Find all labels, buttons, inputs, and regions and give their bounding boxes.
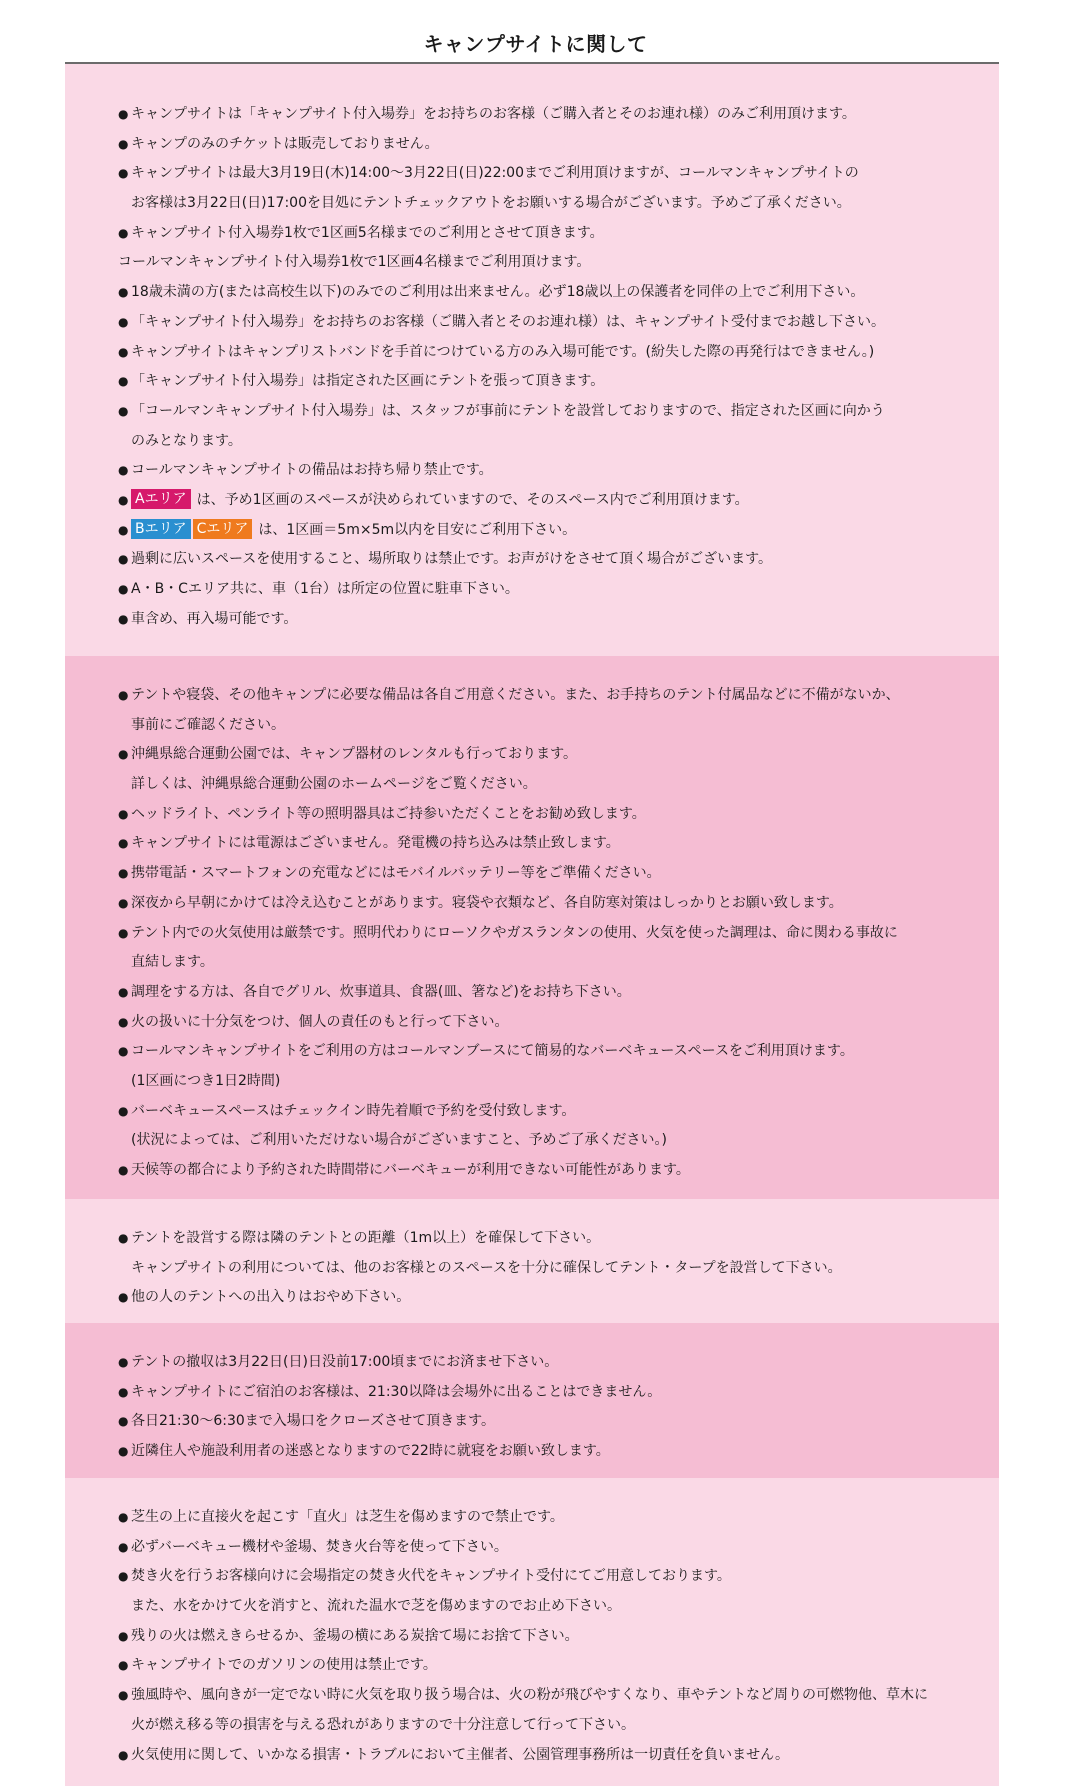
bullet-icon: ● <box>118 1688 129 1703</box>
list-item: ● 他の人のテントへの出入りはおやめ下さい。 <box>65 1283 999 1313</box>
list-item-continuation: 事前にご確認ください。 <box>131 716 285 733</box>
bullet-icon: ● <box>118 136 129 151</box>
bullet-icon: ● <box>118 492 129 507</box>
area-b-badge: Bエリア <box>131 519 191 539</box>
list-item: ● キャンプサイトは最大3月19日(木)14:00〜3月22日(日)22:00までご利用頂けますが、コールマンキャンプサイトの <box>65 159 999 189</box>
list-item: ● 火の扱いに十分気をつけ、個人の責任のもと行って下さい。 <box>65 1008 999 1038</box>
bullet-icon: ● <box>118 1444 129 1459</box>
list-item-continuation: キャンプサイトの利用については、他のお客様とのスペースを十分に確保してテント・タープを設営して下さい。 <box>131 1259 842 1276</box>
bullet-icon: ● <box>118 1658 129 1673</box>
bullet-icon: ● <box>118 1103 129 1118</box>
bullet-icon: ● <box>118 747 129 762</box>
list-item: ● テントを設営する際は隣のテントとの距離（1m以上）を確保して下さい。 <box>65 1224 999 1254</box>
list-item: ● 過剰に広いスペースを使用すること、場所取りは禁止です。お声がけをさせて頂く場合がございます。 <box>65 545 999 575</box>
list-item: ● ヘッドライト、ペンライト等の照明器具はご持参いただくことをお勧め致します。 <box>65 800 999 830</box>
bullet-icon: ● <box>118 895 129 910</box>
list-item: ● コールマンキャンプサイトの備品はお持ち帰り禁止です。 <box>65 456 999 486</box>
bullet-icon: ● <box>118 314 129 329</box>
bullet-icon: ● <box>118 374 129 389</box>
bullet-icon: ● <box>118 285 129 300</box>
bullet-icon: ● <box>118 166 129 181</box>
bullet-icon: ● <box>118 688 129 702</box>
bullet-icon: ● <box>118 611 129 626</box>
list-item: ● 携帯電話・スマートフォンの充電などにはモバイルバッテリー等をご準備ください。 <box>65 859 999 889</box>
list-item: ● 必ずバーベキュー機材や釜場、焚き火台等を使って下さい。 <box>65 1533 999 1563</box>
page-title: キャンプサイトに関して <box>423 32 648 56</box>
list-item-area-a: ● Aエリア は、予め1区画のスペースが決められていますので、そのスペース内でご利用頂けます。 <box>65 486 999 516</box>
list-item-continuation: (状況によっては、ご利用いただけない場合がございますこと、予めご了承ください。) <box>131 1132 667 1149</box>
list-item-continuation: (1区画につき1日2時間) <box>131 1072 281 1089</box>
bullet-icon: ● <box>118 1044 129 1059</box>
list-item: ● 調理をする方は、各自でグリル、炊事道具、食器(皿、箸など)をお持ち下さい。 <box>65 978 999 1008</box>
area-a-badge: Aエリア <box>131 489 191 509</box>
list-item: ● 強風時や、風向きが一定でない時に火気を取り扱う場合は、火の粉が飛びやすくなり、車やテントなど周りの可燃物他、草木に <box>65 1681 999 1711</box>
bullet-icon: ● <box>118 1510 129 1524</box>
list-item-continuation: 火が燃え移る等の損害を与える恐れがありますので十分注意して行って下さい。 <box>131 1716 635 1733</box>
bullet-icon: ● <box>118 522 129 537</box>
list-item-continuation: また、水をかけて火を消すと、流れた温水で芝を傷めますのでお止め下さい。 <box>131 1598 621 1615</box>
bullet-icon: ● <box>118 463 129 478</box>
list-item: ● テントの撤収は3月22日(日)日没前17:00頃までにお済ませ下さい。 <box>65 1348 999 1378</box>
list-item: ● A・B・Cエリア共に、車（1台）は所定の位置に駐車下さい。 <box>65 575 999 605</box>
bullet-icon: ● <box>118 836 129 851</box>
list-item-continuation: 直結します。 <box>131 954 214 971</box>
bullet-icon: ● <box>118 1014 129 1029</box>
list-item: ● キャンプサイトはキャンプリストバンドを手首につけている方のみ入場可能です。(紛失した際の再発行はできません。) <box>65 338 999 368</box>
bullet-icon: ● <box>118 1384 129 1399</box>
bullet-icon: ● <box>118 1231 129 1245</box>
bullet-icon: ● <box>118 866 129 881</box>
list-item: ● キャンプサイトには電源はございません。発電機の持ち込みは禁止致します。 <box>65 829 999 859</box>
bullet-icon: ● <box>118 552 129 567</box>
list-item: ● キャンプのみのチケットは販売しておりません。 <box>65 130 999 160</box>
bullet-icon: ● <box>118 1290 129 1305</box>
list-item: ● コールマンキャンプサイトをご利用の方はコールマンブースにて簡易的なバーベキュースペースをご利用頂けます。 <box>65 1037 999 1067</box>
list-item: ● 芝生の上に直接火を起こす「直火」は芝生を傷めますので禁止です。 <box>65 1503 999 1533</box>
bullet-icon: ● <box>118 582 129 596</box>
bullet-icon: ● <box>118 344 129 359</box>
list-item: ● 天候等の都合により予約された時間帯にバーベキューが利用できない可能性があります。 <box>65 1156 999 1186</box>
list-item: ● 「キャンプサイト付入場券」をお持ちのお客様（ご購入者とそのお連れ様）は、キャンプサイト受付までお越し下さい。 <box>65 308 999 338</box>
section-checkout-night <box>65 1323 999 1478</box>
bullet-icon: ● <box>118 1628 129 1643</box>
list-item: ● キャンプサイトは「キャンプサイト付入場券」をお持ちのお客様（ご購入者とそのお連れ様）のみご利用頂けます。 <box>65 100 999 130</box>
list-item: ● 近隣住人や施設利用者の迷惑となりますので22時に就寝をお願い致します。 <box>65 1437 999 1467</box>
bullet-icon: ● <box>118 1355 129 1369</box>
list-item: ● キャンプサイトにご宿泊のお客様は、21:30以降は会場外に出ることはできません。 <box>65 1378 999 1408</box>
list-item-continuation: お客様は3月22日(日)17:00を目処にテントチェックアウトをお願いする場合がございます。予めご了承ください。 <box>131 195 851 212</box>
list-item: ● テント内での火気使用は厳禁です。照明代わりにローソクやガスランタンの使用、火気を使った調理は、命に関わる事故に <box>65 919 999 949</box>
bullet-icon: ● <box>118 925 129 940</box>
list-item: ● 各日21:30〜6:30まで入場口をクローズさせて頂きます。 <box>65 1407 999 1437</box>
list-item: ● 火気使用に関して、いかなる損害・トラブルにおいて主催者、公園管理事務所は一切責任を負いません。 <box>65 1741 999 1771</box>
bullet-icon: ● <box>118 225 129 240</box>
notice-sections <box>65 64 999 1786</box>
list-item: ● 深夜から早朝にかけては冷え込むことがあります。寝袋や衣類など、各自防寒対策はしっかりとお願い致します。 <box>65 889 999 919</box>
section-fire-use <box>65 1478 999 1786</box>
list-item: ● キャンプサイトでのガソリンの使用は禁止です。 <box>65 1651 999 1681</box>
list-item: ● 「キャンプサイト付入場券」は指定された区画にテントを張って頂きます。 <box>65 367 999 397</box>
list-item: ● 「コールマンキャンプサイト付入場券」は、スタッフが事前にテントを設営しておりますので、指定された区画に向かう <box>65 397 999 427</box>
section-equipment <box>65 656 999 1199</box>
list-item: ● 沖縄県総合運動公園では、キャンプ器材のレンタルも行っております。 <box>65 740 999 770</box>
list-item-area-bc: ● Bエリア Cエリア は、1区画＝5m×5m以内を目安にご利用下さい。 <box>65 516 999 546</box>
section-campsite-usage <box>65 64 999 656</box>
list-item-continuation: のみとなります。 <box>131 432 242 449</box>
list-item-note: コールマンキャンプサイト付入場券1枚で1区画4名様までご利用頂けます。 <box>118 254 591 271</box>
bullet-icon: ● <box>118 107 129 121</box>
area-c-badge: Cエリア <box>193 519 253 539</box>
bullet-icon: ● <box>118 984 129 999</box>
list-item: ● 残りの火は燃えきらせるか、釜場の横にある炭捨て場にお捨て下さい。 <box>65 1622 999 1652</box>
list-item: ● 車含め、再入場可能です。 <box>65 605 999 635</box>
list-item: ● 18歳未満の方(または高校生以下)のみでのご利用は出来ません。必ず18歳以上の保護者を同伴の上でご利用下さい。 <box>65 278 999 308</box>
list-item: ● バーベキュースペースはチェックイン時先着順で予約を受付致します。 <box>65 1097 999 1127</box>
list-item: ● テントや寝袋、その他キャンプに必要な備品は各自ご用意ください。また、お手持ちのテント付属品などに不備がないか、 <box>65 681 999 711</box>
section-tent-spacing <box>65 1199 999 1323</box>
bullet-icon: ● <box>118 403 129 418</box>
bullet-icon: ● <box>118 1539 129 1554</box>
bullet-icon: ● <box>118 1569 129 1584</box>
list-item-continuation: 詳しくは、沖縄県総合運動公園のホームページをご覧ください。 <box>131 776 537 793</box>
bullet-icon: ● <box>118 1163 129 1177</box>
list-item: ● キャンプサイト付入場券1枚で1区画5名様までのご利用とさせて頂きます。 <box>65 219 999 249</box>
bullet-icon: ● <box>118 806 129 821</box>
bullet-icon: ● <box>118 1747 129 1762</box>
list-item: ● 焚き火を行うお客様向けに会場指定の焚き火代をキャンプサイト受付にてご用意しております。 <box>65 1562 999 1592</box>
bullet-icon: ● <box>118 1414 129 1429</box>
